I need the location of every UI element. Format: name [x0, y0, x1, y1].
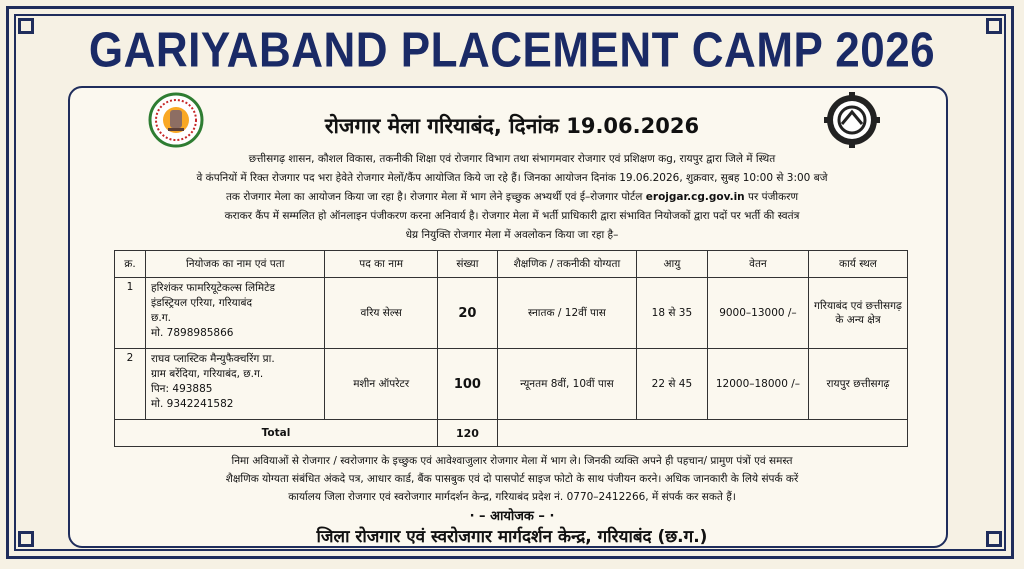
employer-pin: पिन: 493885	[151, 383, 213, 395]
total-empty	[497, 420, 907, 447]
intro-line: पर पंजीकरण	[748, 191, 799, 203]
row-sn: 2	[115, 349, 146, 420]
intro-line: वे कंपनियों में रिक्त रोजगार पद भरा हेवेते रोजगार मेलों/कैंप आयोजित किये जा रहे हैं। जिनका आयोजन दिनांक 19.06.2026, शुक्रवार, सुबह 10:00 से 3:00 बजे	[196, 172, 828, 184]
row-sn: 1	[115, 278, 146, 349]
table-row	[115, 278, 908, 349]
header-count: संख्या	[437, 251, 497, 278]
instructions-line: शैक्षणिक योग्यता संबंधित अंकदे पत्र, आधार कार्ड, बैंक पासबुक एवं दो पासपोर्ट साइज फोटो के साथ पंजीयन करने। अधिक जानकारी के लिये संपर्क करें	[225, 473, 799, 485]
employer-phone: मो. 7898985866	[151, 327, 234, 339]
row-qualification: स्नातक / 12वीं पास	[497, 278, 636, 349]
intro-line: धेय्र नियुक्ति रोजगार मेला में अवलोकन किया जा रहा है–	[405, 229, 619, 241]
row-qualification: न्यूनतम 8वीं, 10वीं पास	[497, 349, 636, 420]
row-employer	[146, 278, 325, 349]
portal-link[interactable]: erojgar.cg.gov.in	[645, 191, 745, 203]
header-salary: वेतन	[707, 251, 808, 278]
row-location: रायपुर छत्तीसगढ़	[808, 349, 907, 420]
intro-line: छत्तीसगढ़ शासन, कौशल विकास, तकनीकी शिक्षा एवं रोजगार विभाग तथा संभागमवार रोजगार एवं प्रशिक्षण कg, रायपुर द्वारा जिले में स्थित	[248, 153, 776, 165]
instructions-paragraph	[118, 452, 906, 506]
row-salary: 9000–13000 /–	[707, 278, 808, 349]
row-age: 18 से 35	[636, 278, 707, 349]
row-post: वरिय सेल्स	[325, 278, 438, 349]
row-salary: 12000–18000 /–	[707, 349, 808, 420]
intro-line: तक रोजगार मेला का आयोजन किया जा रहा है। रोजगार मेला में भाग लेने इच्छुक अभ्यर्थी एवं ई–रोजगार पोर्टल	[225, 191, 643, 203]
row-count: 20	[437, 278, 497, 349]
instructions-line: कार्यालय जिला रोजगार एवं स्वरोजगार मार्गदर्शन केन्द्र, गरियाबंद प्रदेश नं. 0770–2412266, में संपर्क कर सकते हैं।	[288, 491, 736, 503]
table-row	[115, 349, 908, 420]
employer-state: छ.ग.	[151, 312, 171, 324]
row-count: 100	[437, 349, 497, 420]
total-value: 120	[437, 420, 497, 447]
row-post: मशीन ऑपरेटर	[325, 349, 438, 420]
employer-name: हरिशंकर फामरियूटेकल्स लिमिटेड	[151, 282, 276, 294]
intro-line: कराकर कैंप में सम्मलित हो ऑनलाइन पंजीकरण करना अनिवार्य है। रोजगार मेला में भर्ती प्राधिकारी द्वारा संभावित नियोजकों द्वारा पदों पर भर्ती की स्वतंत्र	[224, 210, 800, 222]
page-title: GARIYABAND PLACEMENT CAMP 2026	[88, 23, 936, 78]
organiser-label: · – आयोजक – ·	[469, 509, 555, 524]
event-subtitle: रोजगार मेला गरियाबंद, दिनांक 19.06.2026	[324, 114, 700, 138]
organiser-office: जिला रोजगार एवं स्वरोजगार मार्गदर्शन केन्द्र, गरियाबंद (छ.ग.)	[316, 527, 708, 547]
row-employer	[146, 349, 325, 420]
employer-phone: मो. 9342241582	[151, 398, 234, 410]
total-label: Total	[115, 420, 438, 447]
row-age: 22 से 45	[636, 349, 707, 420]
header-employer: नियोजक का नाम एवं पता	[146, 251, 325, 278]
instructions-line: निमा अवियाओं से रोजगार / स्वरोजगार के इच्छुक एवं आवेश्वाजुलार रोजगार मेला में भाग ले। जिनकी व्यक्ति अपने ही पहचान/ प्रामुण पंत्रों एवं समस्त	[231, 455, 793, 467]
employer-address: इंडस्ट्रियल एरिया, गरियाबंद	[151, 297, 253, 309]
row-location: गरियाबंद एवं छत्तीसगढ़ के अन्य क्षेत्र	[808, 278, 907, 349]
intro-paragraph	[118, 150, 906, 245]
table-total-row	[115, 420, 908, 447]
header-qualification: शैक्षणिक / तकनीकी योग्यता	[497, 251, 636, 278]
employer-name: राघव प्लास्टिक मैन्युफैक्चरिंग प्रा.	[151, 353, 275, 365]
table-header-row	[115, 251, 908, 278]
header-age: आयु	[636, 251, 707, 278]
header-post: पद का नाम	[325, 251, 438, 278]
header-location: कार्य स्थल	[808, 251, 907, 278]
employer-address: ग्राम बरेंदिया, गरियाबंद, छ.ग.	[151, 368, 264, 380]
vacancy-table	[114, 250, 908, 447]
header-sn: क्र.	[115, 251, 146, 278]
